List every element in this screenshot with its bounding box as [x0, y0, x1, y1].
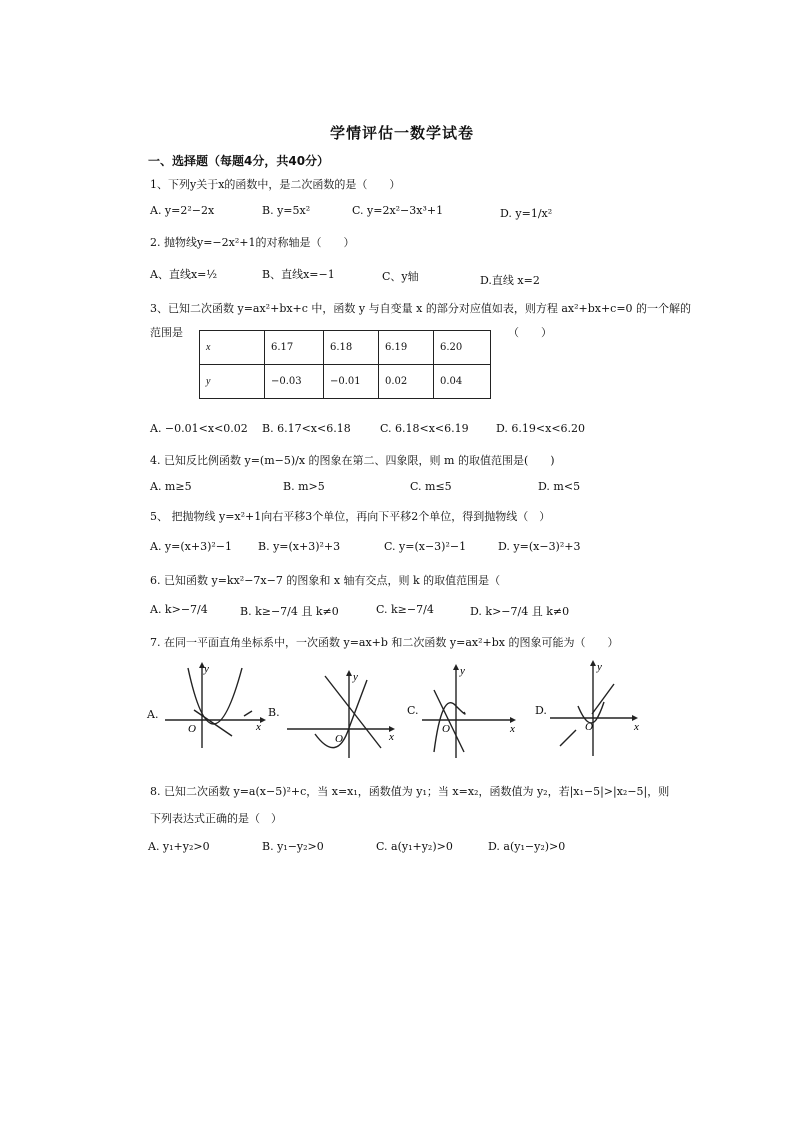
q7a-origin-label: O — [188, 723, 196, 735]
question-1-stem: 1、下列y关于x的函数中，是二次函数的是（ ） — [150, 178, 401, 191]
q7-option-c: C. — [407, 704, 419, 717]
q3-option-c: C. 6.18<x<6.19 — [380, 422, 469, 435]
question-3-answer-paren: （ ） — [508, 326, 552, 339]
q6-option-d: D. k>−7/4 且 k≠0 — [470, 605, 570, 618]
table-cell: 6.19 — [379, 331, 434, 365]
table-cell: x — [200, 331, 265, 365]
q2-option-b: B、直线x=−1 — [262, 268, 335, 281]
q8-option-c: C. a(y₁+y₂)>0 — [376, 840, 453, 853]
q7b-x-label: x — [389, 731, 394, 743]
q8-option-a: A. y₁+y₂>0 — [148, 840, 210, 853]
table-cell: 6.17 — [265, 331, 324, 365]
q7b-y-label: y — [353, 671, 358, 683]
q8-option-b: B. y₁−y₂>0 — [262, 840, 324, 853]
q4-option-b: B. m>5 — [283, 480, 325, 493]
q1-option-c: C. y=2x²−3x³+1 — [352, 204, 444, 217]
q7d-origin-label: O — [585, 721, 593, 733]
q7c-x-label: x — [510, 723, 515, 735]
table-row-y — [200, 365, 491, 399]
q7a-y-label: y — [204, 663, 209, 675]
table-row-x — [200, 331, 491, 365]
q7d-x-label: x — [634, 721, 639, 733]
q2-option-d: D.直线 x=2 — [480, 274, 540, 287]
q7-graph-c — [420, 660, 530, 760]
table-cell: −0.03 — [265, 365, 324, 399]
q2-option-a: A、直线x=½ — [150, 268, 218, 281]
question-8-stem-line1: 8. 已知二次函数 y=a(x−5)²+c，当 x=x₁，函数值为 y₁；当 x=x₂，函数值为 y₂，若|x₁−5|>|x₂−5|，则 — [150, 785, 670, 798]
exam-title: 学情评估一数学试卷 — [330, 124, 475, 142]
q7-option-d: D. — [535, 704, 547, 717]
table-cell: 0.04 — [434, 365, 491, 399]
table-cell: y — [200, 365, 265, 399]
q7a-x-label: x — [256, 721, 261, 733]
q3-option-a: A. −0.01<x<0.02 — [150, 422, 248, 435]
table-cell: 0.02 — [379, 365, 434, 399]
q7-graph-a — [160, 660, 270, 750]
q7-option-b: B. — [268, 706, 280, 719]
q1-option-a: A. y=2²−2x — [150, 204, 215, 217]
question-6-stem: 6. 已知函数 y=kx²−7x−7 的图象和 x 轴有交点，则 k 的取值范围是（ — [150, 574, 501, 587]
q6-option-b: B. k≥−7/4 且 k≠0 — [240, 605, 339, 618]
q7c-y-label: y — [460, 665, 465, 677]
q5-option-a: A. y=(x+3)²−1 — [150, 540, 232, 553]
q2-option-c: C、y轴 — [382, 270, 419, 283]
value-table — [199, 330, 491, 399]
q7-option-a: A. — [147, 708, 159, 721]
q4-option-a: A. m≥5 — [150, 480, 192, 493]
q7c-origin-label: O — [442, 723, 450, 735]
question-3-stem-line2: 范围是 — [150, 326, 183, 339]
q1-option-d: D. y=1/x² — [500, 207, 553, 220]
q5-option-b: B. y=(x+3)²+3 — [258, 540, 341, 553]
question-2-stem: 2. 抛物线y=−2x²+1的对称轴是（ ） — [150, 236, 355, 249]
table-cell: 6.18 — [324, 331, 379, 365]
q4-option-d: D. m<5 — [538, 480, 581, 493]
q1-option-b: B. y=5x² — [262, 204, 311, 217]
question-7-stem: 7. 在同一平面直角坐标系中，一次函数 y=ax+b 和二次函数 y=ax²+bx 的图象可能为（ ） — [150, 636, 619, 649]
question-3-stem-line1: 3、已知二次函数 y=ax²+bx+c 中，函数 y 与自变量 x 的部分对应值如表，则方程 ax²+bx+c=0 的一个解的 — [150, 302, 692, 315]
q3-option-b: B. 6.17<x<6.18 — [262, 422, 351, 435]
section-heading: 一、选择题（每题4分，共40分） — [148, 154, 330, 168]
q5-option-c: C. y=(x−3)²−1 — [384, 540, 467, 553]
q7-graph-d — [548, 658, 648, 758]
q6-option-a: A. k>−7/4 — [150, 603, 208, 616]
q4-option-c: C. m≤5 — [410, 480, 452, 493]
question-4-stem: 4. 已知反比例函数 y=(m−5)/x 的图象在第二、四象限，则 m 的取值范围是( ) — [150, 454, 555, 467]
table-cell: −0.01 — [324, 365, 379, 399]
q3-option-d: D. 6.19<x<6.20 — [496, 422, 586, 435]
q7d-y-label: y — [597, 661, 602, 673]
q7b-origin-label: O — [335, 733, 343, 745]
q5-option-d: D. y=(x−3)²+3 — [498, 540, 581, 553]
q7-graph-b — [285, 666, 405, 761]
question-8-stem-line2: 下列表达式正确的是（ ） — [150, 812, 282, 825]
q8-option-d: D. a(y₁−y₂)>0 — [488, 840, 566, 853]
q6-option-c: C. k≥−7/4 — [376, 603, 434, 616]
question-5-stem: 5、 把抛物线 y=x²+1向右平移3个单位，再向下平移2个单位，得到抛物线（ ） — [150, 510, 551, 523]
table-cell: 6.20 — [434, 331, 491, 365]
